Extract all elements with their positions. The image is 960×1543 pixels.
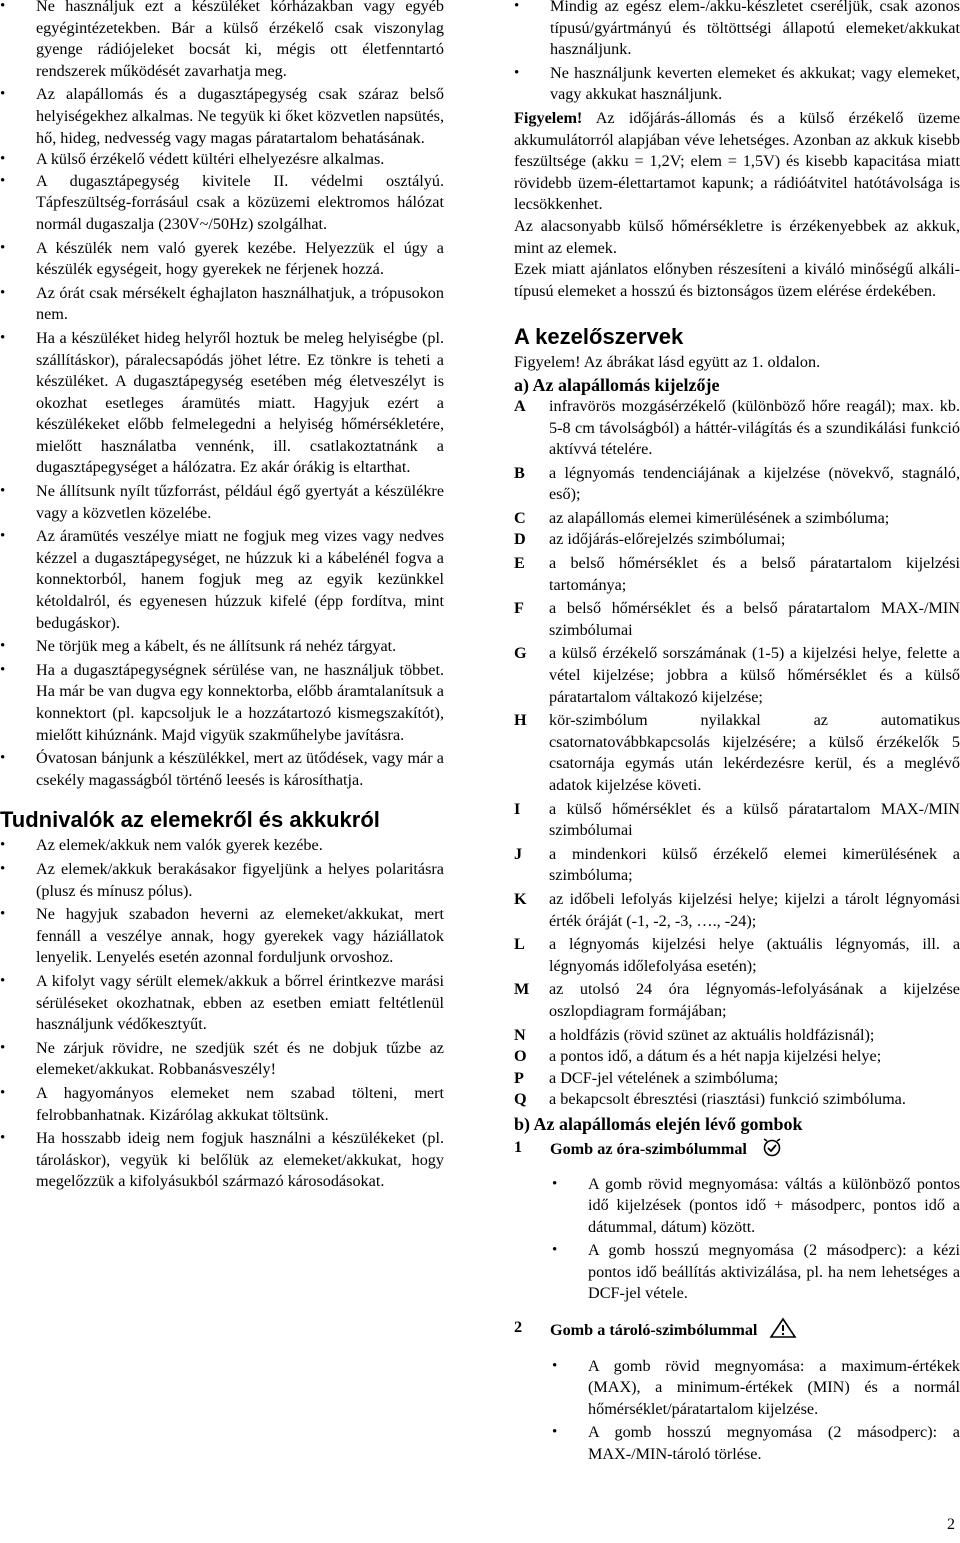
button-title-text: Gomb az óra-szimbólummal (550, 1139, 747, 1158)
battery-bullet-list (0, 835, 444, 1193)
button-1-heading (514, 1137, 960, 1164)
intro-note: Figyelem! Az ábrákat lásd együtt az 1. oldalon. (514, 353, 821, 372)
legend-text: a belső hőmérséklet és a belső páratartalom kijelzési tartománya; (549, 554, 960, 594)
button-2-heading (514, 1317, 960, 1346)
legend-key: K (514, 889, 527, 908)
list-item: • Mindig az egész elem-/akku-készletet cseréljük, csak azonos típusú/gyártmányú és töltöttségi állapotú elemeket/akkukat használjunk. (514, 0, 960, 61)
legend-key: G (514, 644, 527, 663)
button-number: 2 (514, 1318, 523, 1337)
list-item: • Az alapállomás és a dugasztápegység csak száraz belső helyiségekhez alkalmas. Ne tegyük ki őket közvetlen napsütés, hő, hideg, nedvesség vagy magas páratartalom behatásának. (0, 84, 444, 149)
display-legend (514, 396, 960, 1111)
legend-row (514, 508, 960, 530)
list-item: • Az elemek/akkuk nem valók gyerek kezébe. (0, 835, 444, 857)
legend-row (514, 529, 960, 551)
list-item: • A kifolyt vagy sérült elemek/akkuk a bőrrel érintkezve marási sérüléseket okozhatnak, ebben az esetben emiatt feltétlenül használjunk védőkesztyűt. (0, 971, 444, 1036)
section-title-controls: A kezelőszervek (514, 324, 684, 350)
legend-key: D (514, 530, 526, 549)
paragraph: Az alacsonyabb külső hőmérsékletre is érzékenyebbek az akkuk, mint az elemek. (514, 216, 960, 257)
legend-text: kör-szimbólum nyilakkal az automatikus csatornatovábbkapcsolás kijelzésére; a külső érzékelők 5 csatornája egymás után lekérdezésre kerül, és a meglévő adatok kijelzése követi. (549, 711, 960, 794)
legend-row (514, 799, 960, 842)
legend-key: M (514, 980, 530, 999)
list-item: • Ne használjunk keverten elemeket és akkukat; vagy elemeket, vagy akkukat használjunk. (514, 63, 960, 106)
legend-key: J (514, 844, 523, 863)
legend-row (514, 1068, 960, 1090)
button-number: 1 (514, 1137, 523, 1156)
safety-bullet-list (0, 0, 444, 791)
button-title (550, 1137, 785, 1164)
legend-row (514, 643, 960, 708)
clock-check-icon (759, 1137, 785, 1164)
button-1-list (514, 1174, 960, 1306)
list-item: • Óvatosan bánjunk a készülékkel, mert az ütődések, vagy már a csekély magasságból történő leesés is károsíthatja. (0, 748, 444, 791)
warning-triangle-icon (769, 1317, 797, 1346)
legend-key: O (514, 1047, 527, 1066)
legend-key: P (514, 1068, 524, 1087)
legend-text: a külső hőmérséklet és a külső páratartalom MAX-/MIN szimbólumai (549, 799, 960, 840)
list-item: • A gomb rövid megnyomása: váltás a különböző pontos idő kijelzések (pontos idő + másodperc, pontos idő a dátummal, dátum) között. (514, 1174, 960, 1239)
list-item: • A dugasztápegység kivitele II. védelmi osztályú. Tápfeszültség-forrásául csak a közüzemi elektromos hálózat normál dugaszalja (230V~/50Hz) szolgálhat. (0, 171, 444, 236)
legend-text: a belső hőmérséklet és a belső páratartalom MAX-/MIN szimbólumai (549, 599, 960, 639)
legend-text: infravörös mozgásérzékelő (különböző hőre reagál); max. kb. 5-8 cm távolságból) a háttér-világítás és a szundikálási funkció aktívvá tételére. (549, 396, 960, 459)
list-item: • Az áramütés veszélye miatt ne fogjuk meg vizes vagy nedves kézzel a dugasztápegységet, ne húzzuk ki a kábelénél fogva a konnektorból, hanem fogjuk meg az egyik kezünkkel kétoldalról, és egyenesen húzzuk kifelé (épp fordítva, mint bedugáskor). (0, 526, 444, 634)
legend-row (514, 463, 960, 506)
list-item: • A külső érzékelő védett kültéri elhelyezésre alkalmas. (0, 149, 444, 171)
list-item: • Ne hagyjuk szabadon heverni az elemeket/akkukat, mert fennáll a veszélye annak, hogy gyerekek vagy háziállatok lenyelik. Lenyelés esetén azonnal forduljunk orvoshoz. (0, 904, 444, 969)
list-item: • Ne törjük meg a kábelt, és ne állítsunk rá nehéz tárgyat. (0, 636, 444, 658)
legend-text: a DCF-jel vételének a szimbóluma; (549, 1068, 779, 1087)
legend-row (514, 979, 960, 1022)
list-item: • A hagyományos elemeket nem szabad tölteni, mert felrobbanhatnak. Kizárólag akkukat töltsünk. (0, 1083, 444, 1126)
legend-row (514, 598, 960, 641)
legend-row (514, 396, 960, 461)
legend-key: Q (514, 1090, 527, 1109)
list-item: • Az órát csak mérsékelt éghajlaton használhatjuk, a trópusokon nem. (0, 283, 444, 326)
list-item: • Az elemek/akkuk berakásakor figyeljünk a helyes polaritásra (plusz és mínusz pólus). (0, 859, 444, 902)
legend-text: az időjárás-előrejelzés szimbólumai; (549, 530, 786, 549)
button-title (550, 1317, 797, 1346)
legend-text: a bekapcsolt ébresztési (riasztási) funkció szimbóluma. (549, 1090, 906, 1109)
legend-key: L (514, 935, 525, 954)
legend-row (514, 710, 960, 796)
legend-text: az alapállomás elemei kimerülésének a szimbóluma; (549, 508, 890, 527)
legend-row (514, 553, 960, 596)
list-item: • Ha a készüléket hideg helyről hoztuk be meleg helyiségbe (pl. szállításkor), páralecsapódás jöhet létre. Ez tönkre is teheti a készüléket. A dugasztápegység esetében még életveszélyt is okozhat esetleges áramütés miatt. Hagyjuk ezért a készülékeket előbb felmelegedni a helyiség hőmérsékletére, mielőtt használatba vennénk, ill. csatlakoztatnánk a dugasztápegységet a hálózatra. Ez akár órákig is eltarthat. (0, 328, 444, 479)
list-item: • Ne zárjuk rövidre, ne szedjük szét és ne dobjuk tűzbe az elemeket/akkukat. Robbanásveszély! (0, 1038, 444, 1081)
legend-key: H (514, 711, 527, 730)
legend-text: a holdfázis (rövid szünet az aktuális holdfázisnál); (549, 1025, 875, 1044)
list-item: • Ha hosszabb ideig nem fogjuk használni a készülékeket (pl. tároláskor), vegyük ki belőlük az elemeket/akkukat, hogy megelőzzük a kifolyásukból származó károsodásokat. (0, 1128, 444, 1193)
list-item: • A gomb hosszú megnyomása (2 másodperc): a kézi pontos idő beállítás aktivizálása, pl. ha nem lehetséges a DCF-jel vétele. (514, 1240, 960, 1305)
legend-key: E (514, 554, 525, 573)
legend-text: az utolsó 24 óra légnyomás-lefolyásának a kijelzése oszlopdiagram formájában; (549, 980, 960, 1020)
legend-key: C (514, 508, 526, 527)
warning-label: Figyelem! (514, 108, 583, 127)
button-2-list (514, 1356, 960, 1466)
legend-text: a pontos idő, a dátum és a hét napja kijelzési helye; (549, 1047, 882, 1066)
legend-text: a külső érzékelő sorszámának (1-5) a kijelzési helye, felette a vétel kijelzése; jobbra a külső hőmérséklet és a külső páratartalom váltakozó kijelzése; (549, 644, 960, 706)
legend-text: a légnyomás tendenciájának a kijelzése (növekvő, stagnáló, eső); (549, 463, 960, 504)
legend-key: N (514, 1025, 526, 1044)
subheading-display: a) Az alapállomás kijelzője (514, 374, 720, 395)
left-column (0, 0, 444, 1193)
legend-key: F (514, 599, 524, 618)
warning-text: Az időjárás-állomás és a külső érzékelő üzeme akkumulátorról alapjában véve lehetséges. Azonban az akkuk kisebb feszültsége (akku = 1,2V; elem = 1,5V) és kisebb kapacitása miatt rövidebb üzem-élettartamot kapunk; a rádióátvitel hatótávolsága is lecsökkenhet. (514, 108, 960, 214)
list-item: • Ne állítsunk nyílt tűzforrást, például égő gyertyát a készülékre vagy a közvetlen közelébe. (0, 481, 444, 524)
list-item: • Ne használjuk ezt a készüléket kórházakban vagy egyéb egyégintézetekben. Bár a külső érzékelő csak viszonylag gyenge rádiójeleket bocsát ki, mégis ott életfenntartó rendszerek működését zavarhatja meg. (0, 0, 444, 82)
button-title-text: Gomb a tároló-szimbólummal (550, 1321, 758, 1340)
legend-key: I (514, 799, 521, 818)
legend-text: az időbeli lefolyás kijelzési helye; kijelzi a tárolt légnyomási érték óráját (-1, -2, -3, …., -24); (549, 889, 960, 930)
legend-key: B (514, 463, 525, 482)
legend-row (514, 1046, 960, 1068)
list-item: • A gomb hosszú megnyomása (2 másodperc): a MAX-/MIN-tároló törlése. (514, 1422, 960, 1465)
legend-text: a légnyomás kijelzési helye (aktuális légnyomás, ill. a légnyomás időlefolyása esetén); (549, 935, 960, 975)
list-item: • A készülék nem való gyerek kezébe. Helyezzük el úgy a készülék egységeit, hogy gyerekek ne férjenek hozzá. (0, 238, 444, 281)
legend-row (514, 889, 960, 932)
battery-bullet-list-cont (514, 0, 960, 106)
subheading-buttons: b) Az alapállomás elején lévő gombok (514, 1113, 803, 1134)
legend-row (514, 1025, 960, 1047)
legend-key: A (514, 396, 526, 415)
legend-row (514, 1089, 960, 1111)
list-item: • A gomb rövid megnyomása: a maximum-értékek (MAX), a minimum-értékek (MIN) és a normál hőmérséklet/páratartalom kijelzése. (514, 1356, 960, 1421)
legend-row (514, 934, 960, 977)
section-title-batteries: Tudnivalók az elemekről és akkukról (0, 807, 380, 833)
legend-row (514, 844, 960, 887)
warning-paragraph (514, 108, 960, 216)
list-item: • Ha a dugasztápegységnek sérülése van, ne használjuk többet. Ha már be van dugva egy konnektorba, előbb áramtalanítsuk a konnektort (pl. kapcsoljuk le a hozzátartozó kismegszakítót), mielőtt kihúznánk. Majd vigyük szakműhelybe javításra. (0, 660, 444, 746)
right-column (514, 0, 960, 1466)
page-number: 2 (947, 1516, 955, 1533)
legend-text: a mindenkori külső érzékelő elemei kimerülésének a szimbóluma; (549, 844, 960, 885)
paragraph: Ezek miatt ajánlatos előnyben részesíteni a kiváló minőségű alkáli-típusú elemeket a hosszú és biztonságos üzem elérése érdekében. (514, 260, 960, 300)
